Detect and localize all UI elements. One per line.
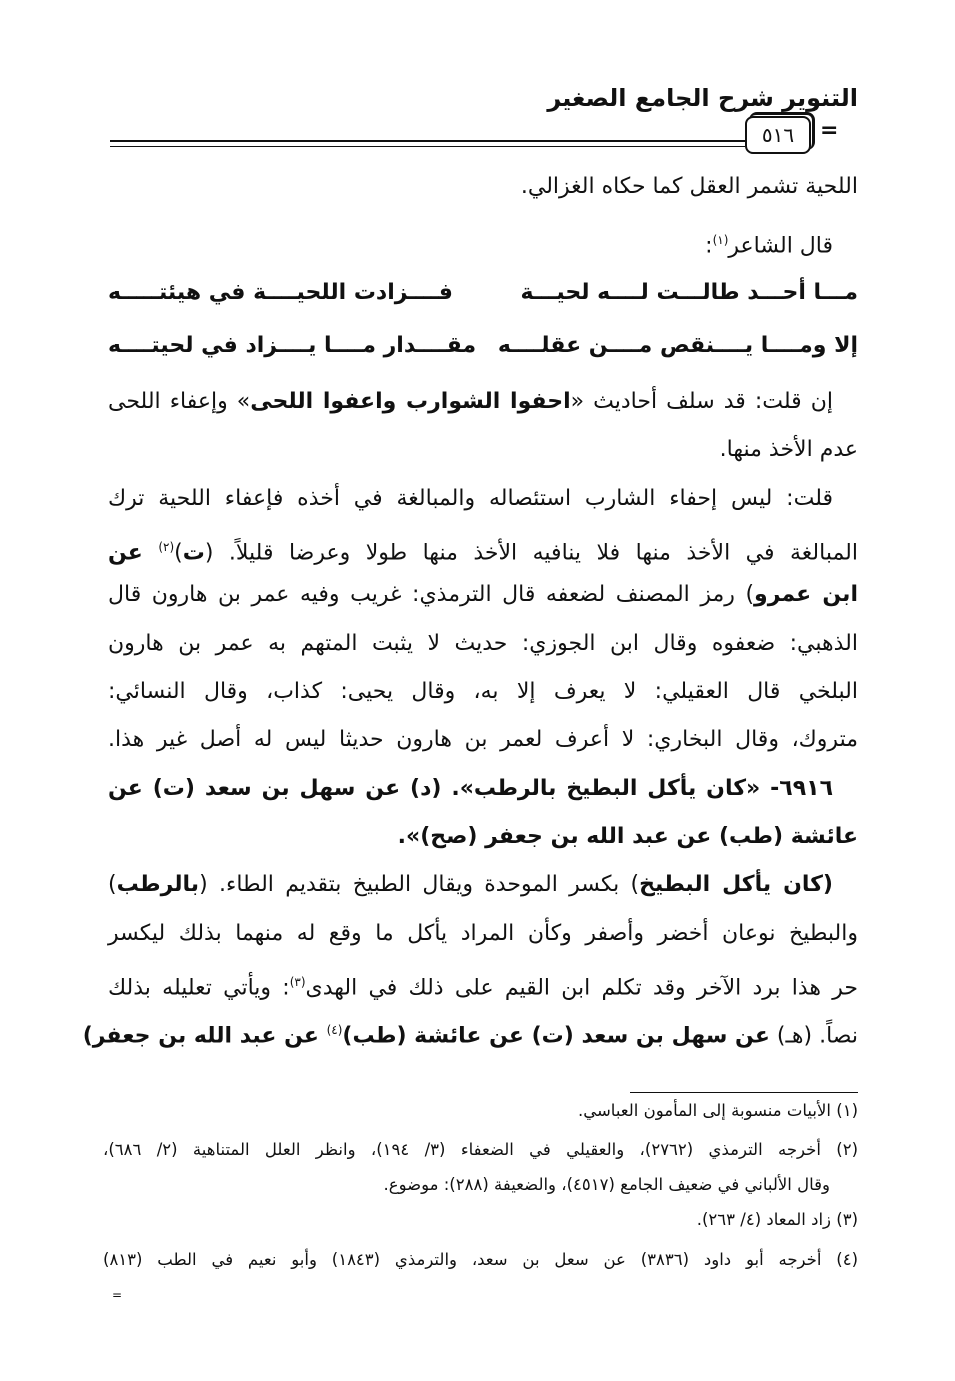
footnote-separator — [630, 1092, 858, 1093]
hadith-entry: ٦٩١٦- «كان يأكل البطيخ بالرطب». (د) عن سهل بن سعد (ت) عن — [108, 776, 833, 801]
header-mark: = — [820, 118, 839, 143]
verse-hemistich: مقــــدار مــــا يــــزاد في لحيتــــه — [108, 333, 477, 358]
text-line: والبطيخ نوعان أخضر وأصفر وكأن المراد يأكل ما وقع له منهما بذلك ليكسر — [108, 921, 858, 946]
text-line — [108, 387, 858, 417]
text-line — [108, 967, 858, 1003]
text-line — [108, 580, 858, 610]
text: إن قلت: قد سلف أحاديث « — [570, 389, 833, 414]
text-line: متروك، وقال البخاري: لا أعرف لعمر بن هارون حديثا ليس له أصل غير هذا. — [108, 727, 858, 752]
text: : — [705, 233, 713, 259]
text-line: البلخي قال العقيلي: لا يعرف إلا به، وقال يحيى: كذاب، وقال النسائي: — [108, 679, 858, 704]
footnote: (٤) أخرجه أبو داود (٣٨٣٦) عن سعل بن سعد، والترمذي (١٨٤٣) وأبو نعيم في الطب (٨١٣) — [103, 1250, 858, 1269]
text: عن سهل بن سعد (ت) عن عائشة (طب) — [342, 1023, 770, 1049]
text-line — [108, 532, 858, 568]
text: ) بكسر الموحدة ويقال الطبيخ بتقديم الطاء. ( — [199, 872, 640, 897]
text-line — [108, 225, 858, 261]
footnote-ref: (٣) — [289, 975, 306, 989]
footnote-ref: (٢) — [158, 540, 175, 554]
text: عن عبد الله بن جعفر) — [82, 1023, 327, 1049]
footnote-ref: (٤) — [326, 1023, 343, 1037]
text-line — [108, 870, 858, 900]
footnote: (١) الأبيات منسوبة إلى المأمون العباسي. — [577, 1101, 858, 1120]
text: نصاً. (هـ) — [769, 1023, 858, 1049]
running-header-title: التنوير شرح الجامع الصغير — [547, 84, 858, 112]
text: ) — [108, 872, 117, 897]
page-number: ٥١٦ — [745, 116, 811, 154]
verse-hemistich: مـــا أحـــد طالـــت لــــه لحيـــة — [520, 280, 858, 305]
text-line: الذهبي: ضعفوه وقال ابن الجوزي: حديث لا يثبت المتهم به عمر بن هارون — [108, 631, 858, 656]
text-line: اللحية تشمر العقل كما حكاه الغزالي. — [520, 174, 858, 199]
text: ) رمز المصنف لضعفه قال الترمذي: غريب وفيه عمر بن هارون قال — [108, 582, 755, 607]
footnote-ref: (١) — [712, 233, 729, 247]
verse-hemistich: فــــزادت اللحيــــة في هيئتـــــه — [108, 280, 453, 305]
text: (كان يأكل البطيخ — [639, 872, 833, 897]
verse-hemistich: إلا ومــــا يــــنقص مــــن عقلــــه — [497, 333, 858, 358]
header-rule — [110, 146, 745, 147]
text-line: قلت: ليس إحفاء الشارب استئصاله والمبالغة في أخذه فإعفاء اللحية ترك — [108, 486, 833, 511]
text: ) — [174, 540, 183, 566]
footnote: (٣) زاد المعاد (٤/ ٢٦٣). — [696, 1210, 858, 1229]
footnote-continue-mark: = — [112, 1288, 123, 1302]
hadith-quote: احفوا الشوارب واعفوا اللحى — [250, 389, 571, 414]
text: ابن عمرو — [754, 582, 858, 607]
text: : ويأتي تعليله بذلك — [108, 975, 290, 1001]
text-line: عدم الأخذ منها. — [719, 437, 858, 462]
text: بالرطب — [116, 872, 200, 897]
text-line — [82, 1015, 858, 1051]
text: قال الشاعر — [728, 233, 833, 259]
text: ت — [182, 540, 205, 566]
verse-line — [108, 280, 858, 305]
text: عن — [108, 540, 143, 566]
text: » وإعفاء اللحى — [108, 389, 251, 414]
text: المبالغة في الأخذ منها فلا ينافيه الأخذ منها طولا وعرضا قليلاً. ( — [204, 540, 858, 566]
text: حر هذا برد الآخر وقد تكلم ابن القيم على ذلك في الهدى — [305, 975, 859, 1001]
footnote: (٢) أخرجه الترمذي (٢٧٦٢)، والعقيلي في الضعفاء (٣/ ١٩٤)، وانظر العلل المتناهية (٢/ ٦٨٦)، — [103, 1140, 859, 1159]
text-line: عائشة (طب) عن عبد الله بن جعفر (صح)». — [397, 824, 858, 849]
verse-line — [108, 333, 858, 358]
header-rule — [110, 140, 745, 142]
footnote: وقال الألباني في ضعيف الجامع (٤٥١٧)، والضعيفة (٢٨٨): موضوع. — [383, 1175, 830, 1194]
